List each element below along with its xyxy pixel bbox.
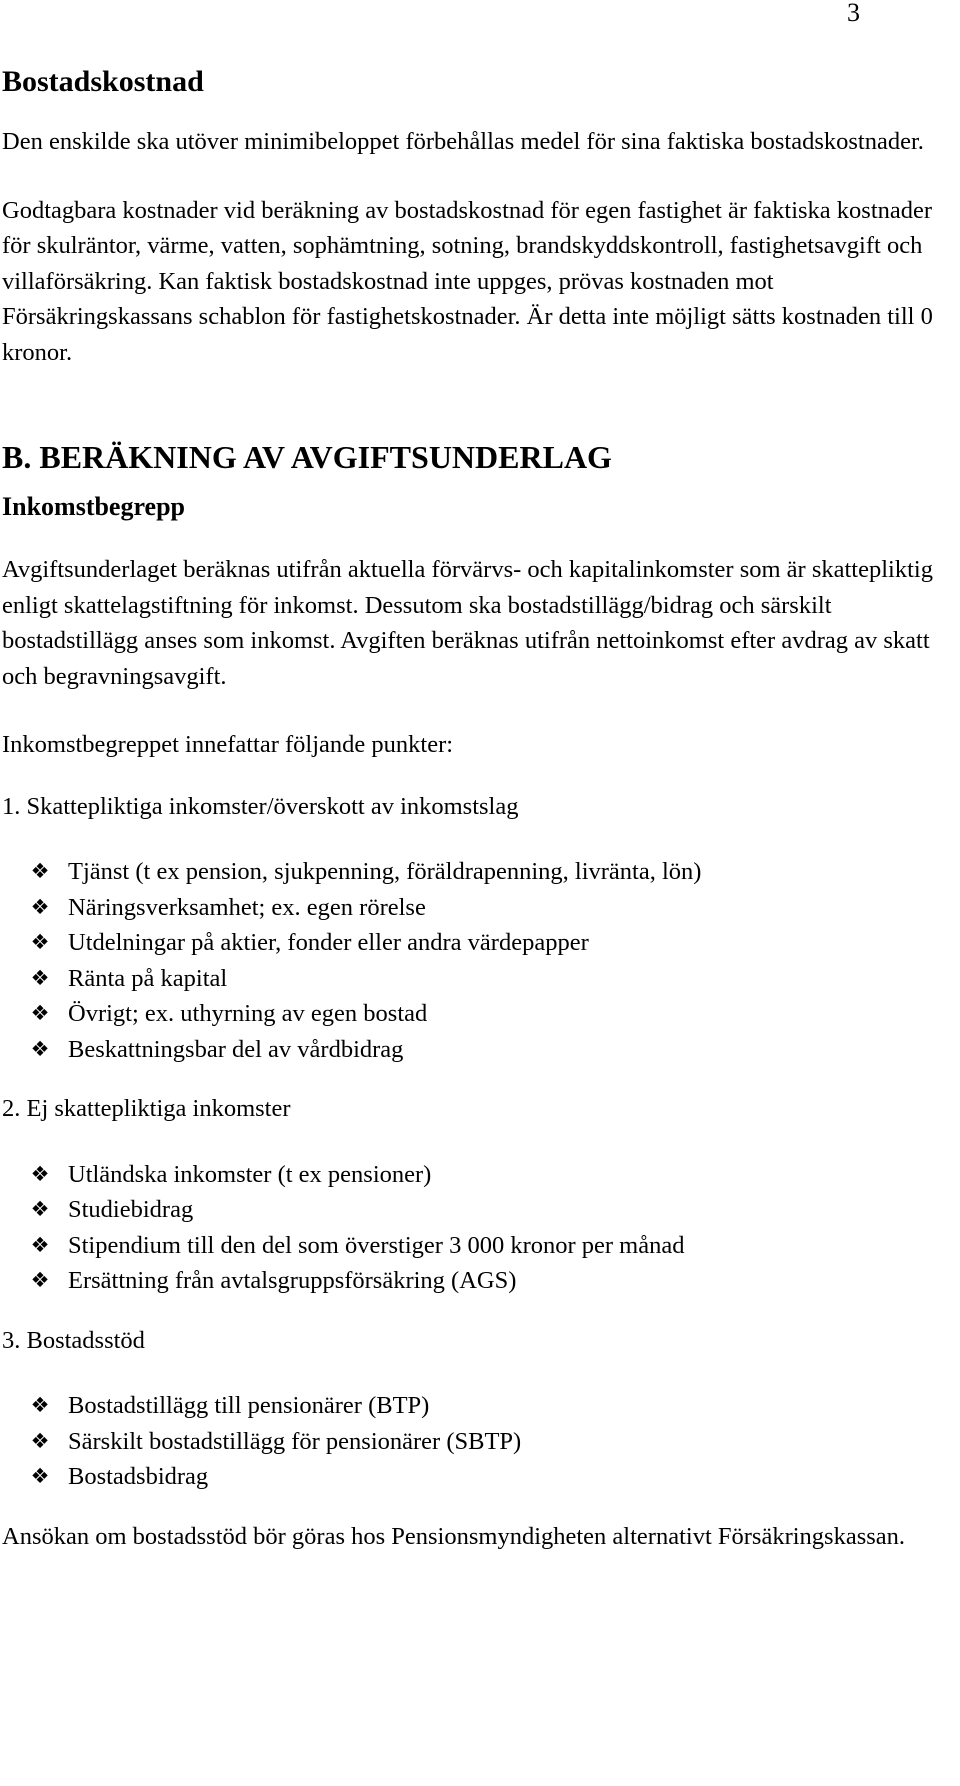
bullet-icon: ❖ [30, 1428, 50, 1453]
bullet-icon: ❖ [30, 1464, 50, 1488]
list-item: ❖ Ränta på kapital [2, 961, 942, 997]
paragraph-minimibelopp: Den enskilde ska utöver minimibeloppet förbehållas medel för sina faktiska bostadskostnader. [2, 128, 924, 155]
subheading-inkomstbegrepp: Inkomstbegrepp [2, 492, 186, 521]
list-item: ❖ Stipendium till den del som överstiger 3 000 kronor per månad [2, 1228, 942, 1264]
bullet-icon: ❖ [30, 1197, 50, 1221]
bullet-icon: ❖ [30, 894, 50, 919]
paragraph-godtagbara-kostnader: Godtagbara kostnader vid beräkning av bostadskostnad för egen fastighet är faktiska kostnader för skulräntor, värme, vatten, sophämtning, sotning, brandskyddskontroll, fastighetsavgift och villaförsäkring. Kan faktisk bostadskostnad inte uppges, prövas kostnaden mot Försäkringskassans schablon för fastighetskostnader. Är detta inte möjligt sätts kostnaden till 0 kronor. [2, 196, 933, 366]
list-item: ❖ Utländska inkomster (t ex pensioner) [2, 1157, 942, 1193]
bullet-icon: ❖ [30, 1036, 50, 1061]
list-item: ❖ Bostadsbidrag [2, 1459, 942, 1495]
list-title-bostadsstod: 3. Bostadsstöd [2, 1326, 145, 1354]
list-bostadsstod [2, 1388, 942, 1495]
paragraph-innefattar: Inkomstbegreppet innefattar följande punkter: [2, 731, 454, 758]
document-body [2, 62, 942, 1554]
list-ej-skattepliktiga [2, 1157, 942, 1299]
list-title-ej-skattepliktiga: 2. Ej skattepliktiga inkomster [2, 1095, 291, 1122]
list-item: ❖ Studiebidrag [2, 1192, 942, 1228]
list-item: ❖ Utdelningar på aktier, fonder eller andra värdepapper [2, 925, 942, 961]
list-item: ❖ Näringsverksamhet; ex. egen rörelse [2, 890, 942, 926]
section-heading-bostadskostnad: Bostadskostnad [2, 65, 204, 98]
paragraph-ansokan-bostadsstod: Ansökan om bostadsstöd bör göras hos Pensionsmyndigheten alternativt Försäkringskassan. [2, 1522, 906, 1550]
bullet-icon: ❖ [30, 859, 50, 883]
bullet-icon: ❖ [30, 1393, 50, 1417]
list-item: ❖ Beskattningsbar del av vårdbidrag [2, 1032, 942, 1068]
list-item: ❖ Bostadstillägg till pensionärer (BTP) [2, 1388, 942, 1424]
list-title-skattepliktiga: 1. Skattepliktiga inkomster/överskott av inkomstslag [2, 792, 519, 820]
bullet-icon: ❖ [30, 1232, 50, 1257]
bullet-icon: ❖ [30, 965, 50, 990]
bullet-icon: ❖ [30, 930, 50, 954]
paragraph-avgiftsunderlag: Avgiftsunderlaget beräknas utifrån aktuella förvärvs- och kapitalinkomster som är skattepliktig enligt skattelagstiftning för inkomst. Dessutom ska bostadstillägg/bidrag och särskilt bostadstillägg anses som inkomst. Avgiften beräknas utifrån nettoinkomst efter avdrag av skatt och begravningsavgift. [2, 556, 933, 690]
bullet-icon: ❖ [30, 1161, 50, 1186]
page-number: 3 [847, 0, 860, 27]
list-item: ❖ Tjänst (t ex pension, sjukpenning, föräldrapenning, livränta, lön) [2, 854, 942, 890]
list-item: ❖ Särskilt bostadstillägg för pensionärer (SBTP) [2, 1424, 942, 1460]
list-skattepliktiga [2, 854, 942, 1067]
list-item: ❖ Övrigt; ex. uthyrning av egen bostad [2, 996, 942, 1032]
section-heading-berakning: B. BERÄKNING AV AVGIFTSUNDERLAG [2, 439, 612, 475]
bullet-icon: ❖ [30, 1001, 50, 1025]
list-item: ❖ Ersättning från avtalsgruppsförsäkring (AGS) [2, 1263, 942, 1299]
bullet-icon: ❖ [30, 1268, 50, 1292]
